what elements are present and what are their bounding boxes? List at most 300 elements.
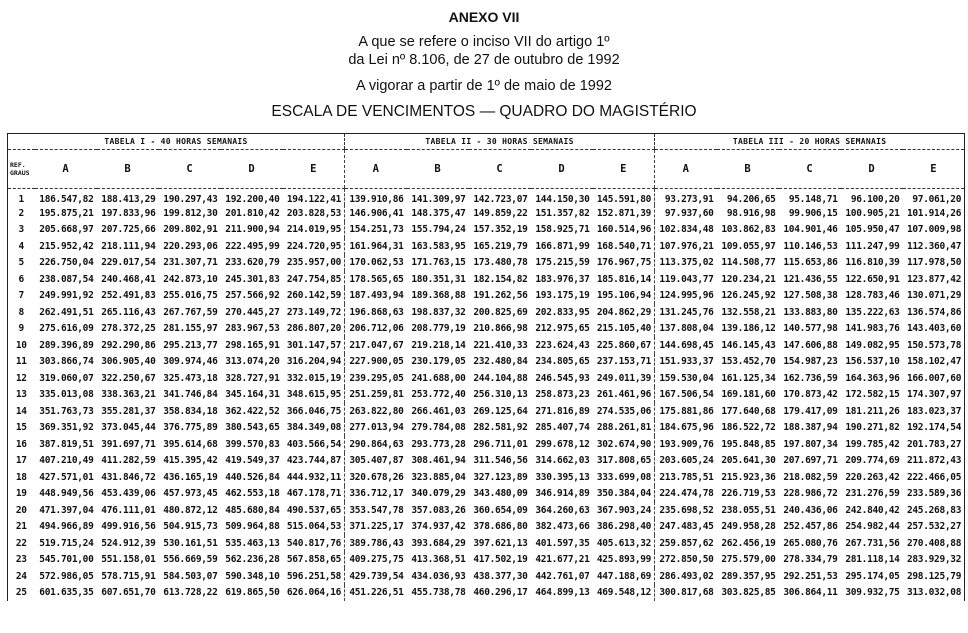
salary-cell: 279.784,08	[411, 422, 466, 434]
salary-cell: 464.899,13	[535, 587, 590, 599]
salary-cell: 177.640,68	[721, 405, 776, 417]
salary-cell: 244.104,88	[473, 372, 528, 384]
salary-cell: 348.615,95	[286, 389, 342, 401]
salary-cell: 425.893,99	[596, 554, 652, 566]
salary-cell: 127.508,38	[783, 290, 838, 302]
salary-cell: 442.761,07	[535, 570, 590, 582]
salary-cell: 214.019,95	[286, 224, 342, 236]
grade-ref-cell: 1	[8, 189, 35, 206]
table-row	[8, 453, 965, 470]
salary-cell: 447.188,69	[596, 570, 652, 582]
salary-cell: 313.032,08	[903, 585, 965, 602]
salary-cell: 161.125,34	[721, 372, 776, 384]
salary-cell: 173.480,78	[473, 257, 528, 269]
salary-cell: 183.023,37	[903, 403, 965, 420]
salary-cell: 277.013,94	[345, 420, 407, 437]
salary-cell: 374.937,42	[411, 521, 466, 533]
table-row	[8, 304, 965, 321]
salary-cell: 197.833,96	[101, 207, 156, 219]
salary-cell: 272.850,50	[655, 552, 717, 569]
table-row	[8, 205, 965, 222]
salary-cell: 596.251,58	[286, 570, 342, 582]
salary-cell: 141.983,76	[845, 323, 900, 335]
salary-cell: 325.473,18	[163, 372, 218, 384]
salary-cell: 175.215,59	[535, 257, 590, 269]
salary-cell: 343.480,09	[473, 488, 528, 500]
salary-cell: 440.526,84	[225, 471, 280, 483]
salary-cell: 303.825,85	[721, 587, 776, 599]
annex-title: ANEXO VII	[448, 9, 520, 25]
salary-cell: 222.466,05	[903, 469, 965, 486]
salary-cell: 163.583,95	[411, 240, 466, 252]
salary-cell: 476.111,01	[101, 504, 156, 516]
column-header: B	[717, 150, 779, 189]
salary-cell: 184.675,96	[655, 420, 717, 437]
salary-cell: 190.297,43	[163, 193, 218, 205]
salary-cell: 207.697,71	[783, 455, 838, 467]
salary-cell: 197.807,34	[783, 438, 838, 450]
salary-cell: 191.262,56	[473, 290, 528, 302]
salary-cell: 429.739,54	[345, 568, 407, 585]
salary-cell: 146.906,41	[345, 205, 407, 222]
salary-cell: 313.074,20	[225, 356, 280, 368]
salary-cell: 103.862,83	[721, 224, 776, 236]
grade-ref-cell: 21	[8, 519, 35, 536]
salary-cell: 208.779,19	[411, 323, 466, 335]
column-header: D	[531, 150, 593, 189]
salary-cell: 299.678,12	[535, 438, 590, 450]
salary-cell: 132.558,21	[721, 306, 776, 318]
salary-cell: 224.720,95	[286, 240, 342, 252]
salary-cell: 96.100,20	[850, 193, 900, 205]
salary-cell: 230.179,05	[411, 356, 466, 368]
salary-cell: 151.933,37	[655, 354, 717, 371]
salary-cell: 257.566,92	[225, 290, 280, 302]
column-header: C	[469, 150, 531, 189]
salary-cell: 338.363,21	[101, 389, 156, 401]
salary-cell: 619.865,50	[225, 587, 280, 599]
salary-cell: 246.545,93	[535, 372, 590, 384]
salary-cell: 102.834,48	[655, 222, 717, 239]
salary-cell: 109.055,97	[721, 240, 776, 252]
table-row	[8, 288, 965, 305]
salary-cell: 144.150,30	[535, 193, 590, 205]
salary-cell: 233.620,79	[225, 257, 280, 269]
salary-cell: 395.614,68	[163, 438, 218, 450]
salary-cell: 567.858,65	[286, 554, 342, 566]
grade-ref-cell: 6	[8, 271, 35, 288]
salary-cell: 403.566,54	[286, 438, 342, 450]
salary-cell: 115.653,86	[783, 257, 838, 269]
salary-cell: 275.616,09	[39, 323, 94, 335]
salary-cell: 107.009,98	[903, 222, 965, 239]
table-row	[8, 568, 965, 585]
salary-cell: 226.750,04	[39, 257, 94, 269]
salary-cell: 245.268,83	[903, 502, 965, 519]
salary-cell: 226.719,53	[721, 488, 776, 500]
salary-cell: 186.522,72	[721, 422, 776, 434]
salary-cell: 192.174,54	[903, 420, 965, 437]
salary-cell: 188.413,29	[101, 193, 156, 205]
salary-cell: 111.247,99	[845, 240, 900, 252]
salary-cell: 131.245,76	[655, 304, 717, 321]
column-header: B	[97, 150, 159, 189]
salary-cell: 145.591,80	[596, 193, 652, 205]
salary-cell: 194.122,41	[286, 193, 342, 205]
grade-ref-cell: 23	[8, 552, 35, 569]
salary-cell: 535.463,13	[225, 537, 280, 549]
salary-cell: 157.352,19	[473, 224, 528, 236]
salary-cell: 192.200,40	[225, 193, 280, 205]
salary-cell: 316.204,94	[286, 356, 342, 368]
column-header: D	[221, 150, 283, 189]
salary-cell: 241.688,00	[411, 372, 466, 384]
salary-cell: 281.155,97	[163, 323, 218, 335]
salary-cell: 215.923,36	[721, 471, 776, 483]
salary-cell: 238.055,51	[721, 504, 776, 516]
salary-cell: 333.699,08	[596, 471, 652, 483]
salary-cell: 213.785,51	[655, 469, 717, 486]
salary-cell: 353.547,78	[345, 502, 407, 519]
salary-cell: 128.783,46	[845, 290, 900, 302]
salary-cell: 142.723,07	[473, 193, 528, 205]
salary-cell: 222.495,99	[225, 240, 280, 252]
salary-cell: 530.161,51	[163, 537, 218, 549]
salary-cell: 366.046,75	[286, 405, 342, 417]
salary-cell: 116.810,39	[845, 257, 900, 269]
salary-cell: 364.260,63	[535, 504, 590, 516]
salary-cell: 351.763,73	[39, 405, 94, 417]
salary-cell: 220.293,06	[163, 240, 218, 252]
table-row	[8, 321, 965, 338]
salary-cell: 327.123,89	[473, 471, 528, 483]
salary-cell: 267.731,56	[845, 537, 900, 549]
salary-cell: 376.775,89	[163, 422, 218, 434]
table-row	[8, 271, 965, 288]
salary-cell: 201.810,42	[225, 207, 280, 219]
grade-ref-cell: 12	[8, 370, 35, 387]
salary-cell: 202.833,95	[535, 306, 590, 318]
salary-cell: 211.872,43	[903, 453, 965, 470]
salary-cell: 104.901,46	[783, 224, 838, 236]
salary-cell: 285.407,74	[535, 422, 590, 434]
salary-cell: 540.817,76	[286, 537, 342, 549]
salary-cell: 164.363,96	[845, 372, 900, 384]
table-row	[8, 189, 965, 206]
salary-cell: 210.866,98	[473, 323, 528, 335]
salary-cell: 215.105,40	[596, 323, 652, 335]
table-row	[8, 469, 965, 486]
salary-cell: 292.251,53	[783, 570, 838, 582]
salary-cell: 311.546,56	[473, 455, 528, 467]
salary-cell: 252.491,83	[101, 290, 156, 302]
salary-cell: 391.697,71	[101, 438, 156, 450]
salary-cell: 262.491,51	[39, 306, 94, 318]
salary-cell: 199.812,30	[163, 207, 218, 219]
salary-cell: 212.975,65	[535, 323, 590, 335]
salary-cell: 105.950,47	[845, 224, 900, 236]
salary-cell: 143.403,60	[903, 321, 965, 338]
salary-cell: 252.457,86	[783, 521, 838, 533]
table-row	[8, 255, 965, 272]
table-row	[8, 585, 965, 602]
salary-cell: 308.461,94	[411, 455, 466, 467]
salary-cell: 98.916,98	[726, 207, 776, 219]
salary-cell: 380.543,65	[225, 422, 280, 434]
salary-cell: 286.807,20	[286, 323, 342, 335]
table-body	[8, 189, 965, 602]
grade-ref-cell: 4	[8, 238, 35, 255]
salary-cell: 95.148,71	[788, 193, 838, 205]
salary-cell: 174.307,97	[903, 387, 965, 404]
salary-cell: 309.974,46	[163, 356, 218, 368]
salary-cell: 154.987,23	[783, 356, 838, 368]
salary-cell: 221.410,33	[473, 339, 528, 351]
salary-cell: 135.222,63	[845, 306, 900, 318]
table-row	[8, 436, 965, 453]
salary-cell: 195.106,94	[596, 290, 652, 302]
table-row	[8, 519, 965, 536]
salary-cell: 386.298,40	[596, 521, 652, 533]
salary-cell: 295.213,77	[163, 339, 218, 351]
salary-cell: 122.650,91	[845, 273, 900, 285]
salary-cell: 317.808,65	[596, 455, 652, 467]
salary-cell: 165.219,79	[473, 240, 528, 252]
salary-cell: 296.711,01	[473, 438, 528, 450]
salary-cell: 263.822,80	[345, 403, 407, 420]
salary-cell: 562.236,28	[225, 554, 280, 566]
salary-cell: 193.175,19	[535, 290, 590, 302]
grade-ref-cell: 13	[8, 387, 35, 404]
salary-cell: 206.712,06	[345, 321, 407, 338]
salary-cell: 158.102,47	[903, 354, 965, 371]
table-row	[8, 403, 965, 420]
salary-cell: 204.862,29	[596, 306, 652, 318]
salary-cell: 137.808,04	[655, 321, 717, 338]
salary-cell: 218.111,94	[101, 240, 156, 252]
grade-ref-cell: 9	[8, 321, 35, 338]
salary-cell: 281.118,14	[845, 554, 900, 566]
reference-line-article: A que se refere o inciso VII do artigo 1º	[358, 34, 610, 50]
salary-cell: 150.573,78	[903, 337, 965, 354]
salary-cell: 378.686,80	[473, 521, 528, 533]
salary-cell: 340.079,29	[411, 488, 466, 500]
group-header-tabela-i: TABELA I - 40 HORAS SEMANAIS	[8, 134, 345, 150]
salary-cell: 261.461,96	[596, 389, 652, 401]
salary-cell: 253.772,40	[411, 389, 466, 401]
salary-cell: 231.307,71	[163, 257, 218, 269]
salary-cell: 205.668,97	[39, 224, 94, 236]
grade-ref-cell: 10	[8, 337, 35, 354]
salary-cell: 282.581,92	[473, 422, 528, 434]
salary-cell: 249.011,39	[596, 372, 652, 384]
salary-cell: 220.263,42	[845, 471, 900, 483]
salary-cell: 288.261,81	[596, 422, 652, 434]
salary-cell: 572.986,05	[39, 570, 94, 582]
salary-cell: 231.276,59	[845, 488, 900, 500]
salary-cell: 293.773,28	[411, 438, 466, 450]
salary-cell: 306.864,11	[783, 587, 838, 599]
salary-cell: 455.738,78	[411, 587, 466, 599]
salary-cell: 120.234,21	[721, 273, 776, 285]
table-row	[8, 535, 965, 552]
salary-cell: 254.982,44	[845, 521, 900, 533]
salary-cell: 448.949,56	[39, 488, 94, 500]
salary-cell: 258.873,23	[535, 389, 590, 401]
salary-cell: 286.493,02	[655, 568, 717, 585]
effective-date-line: A vigorar a partir de 1º de maio de 1992	[356, 78, 612, 94]
salary-cell: 578.715,91	[101, 570, 156, 582]
salary-cell: 328.727,91	[225, 372, 280, 384]
salary-cell: 262.456,19	[721, 537, 776, 549]
salary-cell: 97.061,20	[903, 189, 965, 206]
salary-cell: 407.210,49	[39, 455, 94, 467]
salary-cell: 393.684,29	[411, 537, 466, 549]
salary-cell: 196.868,63	[345, 304, 407, 321]
salary-cell: 94.206,65	[726, 193, 776, 205]
salary-cell: 270.408,88	[903, 535, 965, 552]
table-row	[8, 502, 965, 519]
salary-cell: 283.929,32	[903, 552, 965, 569]
salary-cell: 275.579,00	[721, 554, 776, 566]
salary-cell: 265.116,43	[101, 306, 156, 318]
salary-cell: 169.181,60	[721, 389, 776, 401]
salary-cell: 471.397,04	[39, 504, 94, 516]
salary-cell: 259.857,62	[655, 535, 717, 552]
salary-cell: 198.837,32	[411, 306, 466, 318]
salary-cell: 146.145,43	[721, 339, 776, 351]
grade-ref-cell: 25	[8, 585, 35, 602]
salary-cell: 195.848,85	[721, 438, 776, 450]
salary-cell: 278.372,25	[101, 323, 156, 335]
salary-cell: 357.083,26	[411, 504, 466, 516]
salary-cell: 274.535,06	[596, 405, 652, 417]
salary-cell: 152.871,39	[596, 207, 652, 219]
grade-ref-cell: 16	[8, 436, 35, 453]
salary-cell: 171.763,15	[411, 257, 466, 269]
salary-cell: 369.351,92	[39, 422, 94, 434]
salary-cell: 309.932,75	[845, 587, 900, 599]
salary-cell: 265.080,76	[783, 537, 838, 549]
salary-cell: 245.301,83	[225, 273, 280, 285]
salary-cell: 175.881,86	[655, 403, 717, 420]
salary-cell: 112.360,47	[903, 238, 965, 255]
salary-cell: 158.925,71	[535, 224, 590, 236]
salary-cell: 417.502,19	[473, 554, 528, 566]
salary-cell: 170.873,42	[783, 389, 838, 401]
salary-cell: 186.547,82	[39, 193, 94, 205]
salary-cell: 133.883,80	[783, 306, 838, 318]
table-row	[8, 370, 965, 387]
salary-cell: 99.906,15	[788, 207, 838, 219]
salary-cell: 300.817,68	[655, 585, 717, 602]
salary-cell: 413.368,51	[411, 554, 466, 566]
salary-cell: 298.165,91	[225, 339, 280, 351]
salary-cell: 225.860,67	[596, 339, 652, 351]
salary-cell: 389.786,43	[345, 535, 407, 552]
salary-cell: 238.087,54	[39, 273, 94, 285]
salary-cell: 436.165,19	[163, 471, 218, 483]
salary-cell: 176.967,75	[596, 257, 652, 269]
salary-cell: 301.147,57	[286, 339, 342, 351]
salary-cell: 421.677,21	[535, 554, 590, 566]
salary-cell: 180.351,31	[411, 273, 466, 285]
salary-cell: 257.532,27	[903, 519, 965, 536]
salary-cell: 161.964,31	[345, 238, 407, 255]
salary-cell: 140.577,98	[783, 323, 838, 335]
salary-cell: 524.912,39	[101, 537, 156, 549]
salary-cell: 178.565,65	[345, 271, 407, 288]
salary-cell: 504.915,73	[163, 521, 218, 533]
salary-cell: 168.540,71	[596, 240, 652, 252]
salary-cell: 427.571,01	[39, 471, 94, 483]
salary-cell: 189.368,88	[411, 290, 466, 302]
column-header: D	[841, 150, 903, 189]
salary-cell: 203.828,53	[286, 207, 342, 219]
salary-cell: 160.514,96	[596, 224, 652, 236]
salary-cell: 205.641,30	[721, 455, 776, 467]
salary-cell: 290.864,63	[345, 436, 407, 453]
column-header: E	[283, 150, 345, 189]
salary-cell: 235.957,00	[286, 257, 342, 269]
salary-cell: 270.445,27	[225, 306, 280, 318]
salary-cell: 227.900,05	[345, 354, 407, 371]
salary-cell: 242.840,42	[845, 504, 900, 516]
salary-cell: 289.396,89	[39, 339, 94, 351]
salary-cell: 278.334,79	[783, 554, 838, 566]
salary-cell: 149.082,95	[845, 339, 900, 351]
salary-cell: 207.725,66	[101, 224, 156, 236]
salary-cell: 485.680,84	[225, 504, 280, 516]
salary-cell: 467.178,71	[286, 488, 342, 500]
salary-cell: 382.473,66	[535, 521, 590, 533]
column-header: C	[779, 150, 841, 189]
column-header: E	[903, 150, 965, 189]
salary-cell: 233.589,36	[903, 486, 965, 503]
salary-cell: 444.932,11	[286, 471, 342, 483]
salary-cell: 283.967,53	[225, 323, 280, 335]
salary-cell: 401.597,35	[535, 537, 590, 549]
salary-cell: 240.468,41	[101, 273, 156, 285]
grade-ref-cell: 3	[8, 222, 35, 239]
grade-ref-cell: 22	[8, 535, 35, 552]
table-row	[8, 354, 965, 371]
salary-cell: 185.816,14	[596, 273, 652, 285]
salary-cell: 346.914,89	[535, 488, 590, 500]
salary-cell: 453.439,06	[101, 488, 156, 500]
table-row	[8, 238, 965, 255]
salary-cell: 350.384,04	[596, 488, 652, 500]
salary-cell: 190.271,82	[845, 422, 900, 434]
salary-cell: 200.825,69	[473, 306, 528, 318]
salary-cell: 136.574,86	[903, 304, 965, 321]
salary-cell: 232.480,84	[473, 356, 528, 368]
salary-cell: 355.281,37	[101, 405, 156, 417]
salary-cell: 209.774,69	[845, 455, 900, 467]
salary-cell: 93.273,91	[655, 189, 717, 206]
salary-cell: 147.606,88	[783, 339, 838, 351]
salary-cell: 162.736,59	[783, 372, 838, 384]
salary-cell: 431.846,72	[101, 471, 156, 483]
salary-cell: 215.952,42	[39, 240, 94, 252]
salary-cell: 242.873,10	[163, 273, 218, 285]
salary-cell: 336.712,17	[345, 486, 407, 503]
salary-cell: 107.976,21	[655, 238, 717, 255]
salary-cell: 314.662,03	[535, 455, 590, 467]
salary-cell: 519.715,24	[39, 537, 94, 549]
salary-cell: 166.871,99	[535, 240, 590, 252]
salary-cell: 148.375,47	[411, 207, 466, 219]
